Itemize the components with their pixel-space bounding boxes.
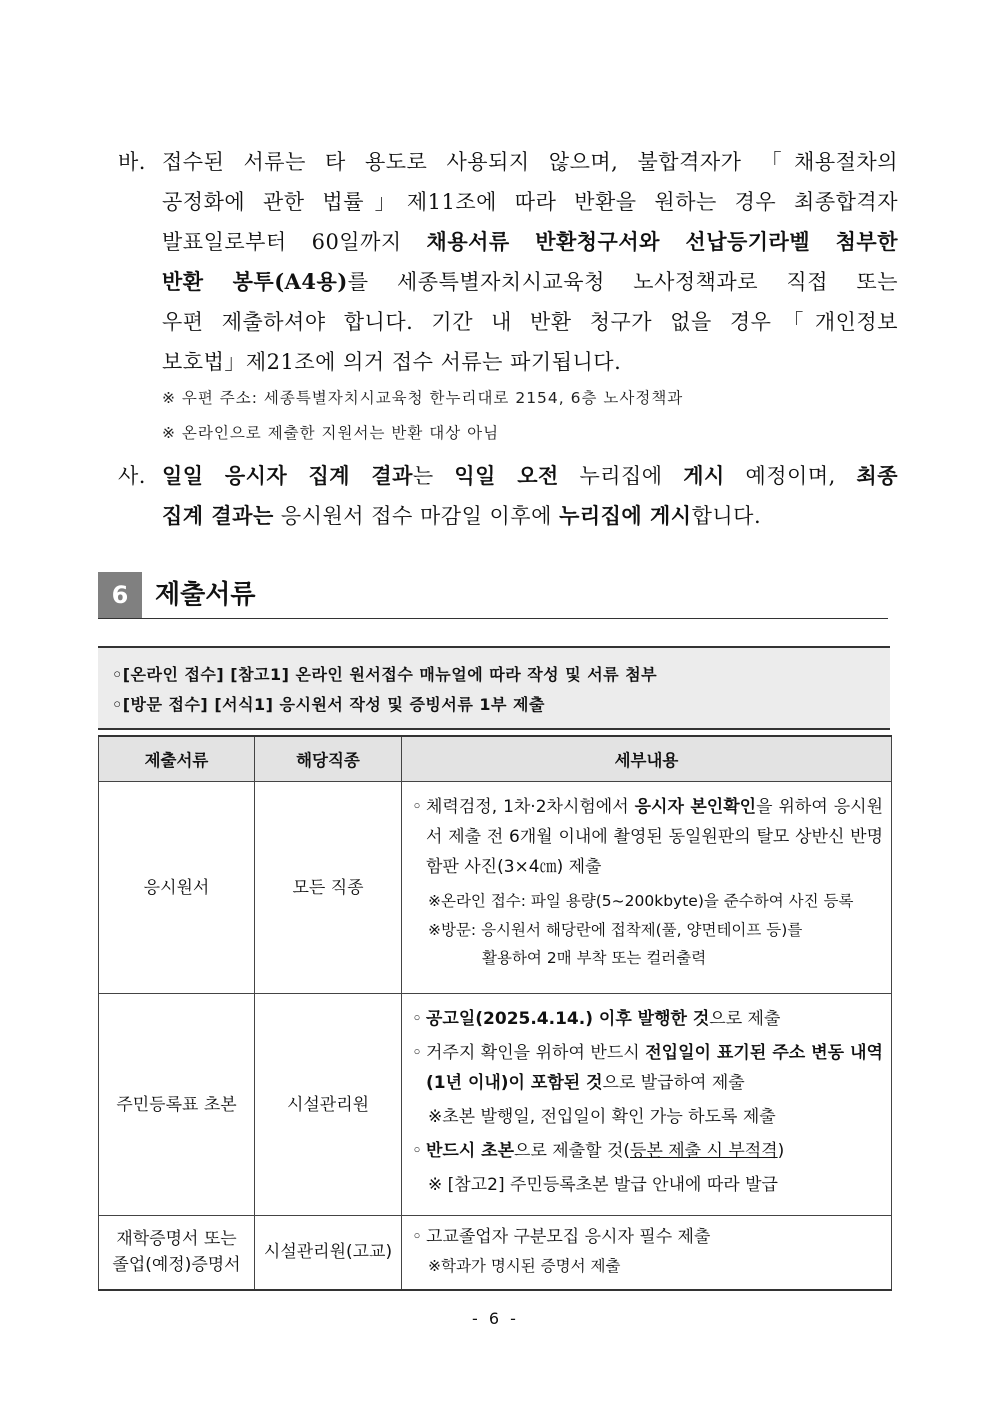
para-text: 예정이며, xyxy=(724,464,857,488)
item-marker: 바. xyxy=(118,150,146,174)
section-header xyxy=(98,572,888,619)
para-bold-text: 집계 결과는 xyxy=(162,503,274,528)
table-header-row xyxy=(99,736,892,782)
para-line: 공정화에 관한 법률」제11조에 따라 반환을 원하는 경우 최종합격자 xyxy=(162,190,898,214)
para-bold-text: 누리집에 게시 xyxy=(559,503,692,528)
cell-document: 응시원서 xyxy=(99,782,255,994)
para-text: 발표일로부터 60일까지 xyxy=(162,230,427,254)
detail-note: ※초본 발행일, 전입일이 확인 가능 하도록 제출 xyxy=(428,1107,776,1127)
cell-document: 주민등록표 초본 xyxy=(99,994,255,1216)
cell-job: 모든 직종 xyxy=(255,782,402,994)
notice-online: ◦[온라인 접수] [참고1] 온라인 원서접수 매뉴얼에 따라 작성 및 서류 첨부 xyxy=(112,665,658,684)
para-bold-text: 최종 xyxy=(856,463,898,488)
header-job: 해당직종 xyxy=(255,736,402,782)
para-line xyxy=(118,456,898,496)
detail-note: ※온라인 접수: 파일 용량(5~200kbyte)을 준수하여 사진 등록 xyxy=(428,892,854,910)
cell-details xyxy=(402,1216,892,1290)
para-bold-text: 반환 봉투(A4용) xyxy=(162,269,348,294)
paragraph-sa xyxy=(118,456,898,536)
submission-notice-box xyxy=(98,646,890,730)
para-bold-text: 채용서류 반환청구서와 선납등기라벨 첨부한 xyxy=(426,229,898,254)
para-line xyxy=(118,262,898,302)
para-bold-text: 익일 오전 xyxy=(454,463,559,488)
para-bold-text: 일일 응시자 집계 결과 xyxy=(162,463,413,488)
para-text: 합니다. xyxy=(691,504,762,528)
cell-details xyxy=(402,782,892,994)
note-online-return: ※ 온라인으로 제출한 지원서는 반환 대상 아님 xyxy=(162,424,500,442)
item-marker: 사. xyxy=(118,464,146,488)
paragraph-ba xyxy=(118,142,898,382)
detail-note: ※방문: 응시원서 해당란에 접착제(풀, 양면테이프 등)를 xyxy=(428,921,803,939)
detail-bullet: ◦ 거주지 확인을 위하여 반드시 전입일이 표기된 주소 변동 내역(1년 이내)이 포함된 것으로 발급하여 제출 xyxy=(410,1038,883,1098)
documents-table xyxy=(98,735,892,1291)
detail-note: ※ [참고2] 주민등록초본 발급 안내에 따라 발급 xyxy=(428,1175,778,1195)
notice-visit: ◦[방문 접수] [서식1] 응시원서 작성 및 증빙서류 1부 제출 xyxy=(112,695,545,714)
para-bold-text: 게시 xyxy=(683,463,725,488)
section-title: 제출서류 xyxy=(155,580,256,610)
detail-bullet: ◦ 체력검정, 1차·2차시험에서 응시자 본인확인을 위하여 응시원서 제출 전 6개월 이내에 촬영된 동일원판의 탈모 상반신 반명함판 사진(3×4㎝) 제출 xyxy=(410,792,883,882)
table-row xyxy=(99,1216,892,1290)
page-number: - 6 - xyxy=(472,1309,519,1328)
detail-note: 활용하여 2매 부착 또는 컬러출력 xyxy=(482,949,707,967)
detail-note: ※학과가 명시된 증명서 제출 xyxy=(428,1257,621,1275)
note-postal-address: ※ 우편 주소: 세종특별자치시교육청 한누리대로 2154, 6층 노사정책과 xyxy=(162,389,684,407)
para-line: 보호법」제21조에 의거 접수 서류는 파기됩니다. xyxy=(162,350,622,374)
para-text: 는 xyxy=(412,464,455,488)
table-row xyxy=(99,994,892,1216)
detail-bullet: ◦ 고교졸업자 구분모집 응시자 필수 제출 xyxy=(410,1222,883,1252)
para-text: 접수된 서류는 타 용도로 사용되지 않으며, 불합격자가 「채용절차의 xyxy=(162,150,898,174)
cell-job: 시설관리원(고교) xyxy=(255,1216,402,1290)
para-line xyxy=(118,222,898,262)
cell-details xyxy=(402,994,892,1216)
cell-job: 시설관리원 xyxy=(255,994,402,1216)
para-line: 우편 제출하셔야 합니다. 기간 내 반환 청구가 없을 경우「개인정보 xyxy=(162,310,898,334)
cell-document: 재학증명서 또는 졸업(예정)증명서 xyxy=(99,1216,255,1290)
detail-bullet: ◦ 공고일(2025.4.14.) 이후 발행한 것으로 제출 xyxy=(410,1004,883,1034)
para-text: 를 세종특별자치시교육청 노사정책과로 직접 또는 xyxy=(347,270,898,294)
section-number: 6 xyxy=(98,572,142,618)
para-line xyxy=(118,142,898,182)
header-document: 제출서류 xyxy=(99,736,255,782)
header-details: 세부내용 xyxy=(402,736,892,782)
table-row xyxy=(99,782,892,994)
para-text: 응시원서 접수 마감일 이후에 xyxy=(273,504,560,528)
para-line xyxy=(118,496,898,536)
para-text: 누리집에 xyxy=(558,464,684,488)
detail-bullet: ◦ 반드시 초본으로 제출할 것(등본 제출 시 부적격) xyxy=(410,1136,883,1166)
